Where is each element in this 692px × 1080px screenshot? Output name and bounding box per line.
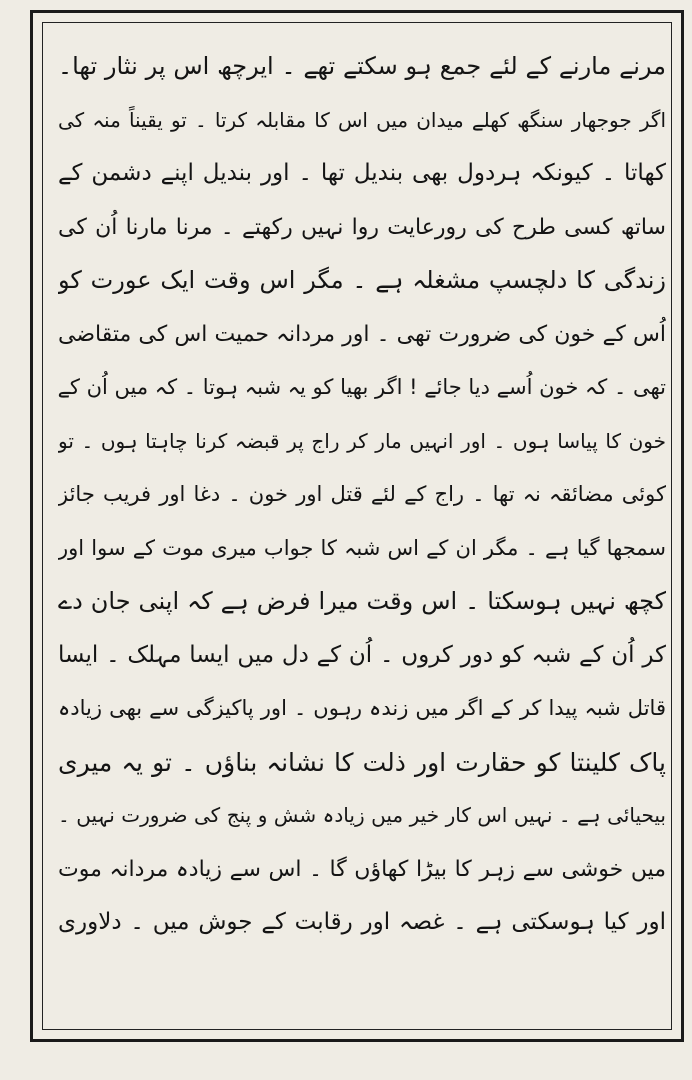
text-line: بیحیائی ہے ۔ نہیں اس کار خیر میں زیادہ شش و پنج کی ضرورت نہیں ۔ xyxy=(58,803,666,827)
text-line: مرنے مارنے کے لئے جمع ہو سکتے تھے ۔ ایرچھ اس پر نثار تھا۔ xyxy=(58,52,666,80)
text-line: کر اُن کے شبہ کو دور کروں ۔ اُن کے دل میں ایسا مہلک ۔ ایسا xyxy=(58,641,666,668)
text-line: کھاتا ۔ کیونکہ ہردول بھی بندیل تھا ۔ اور بندیل اپنے دشمن کے xyxy=(58,160,666,186)
text-line: پاک کلینتا کو حقارت اور ذلت کا نشانہ بناؤں ۔ تو یہ میری xyxy=(58,747,666,777)
text-line: قاتل شبہ پیدا کر کے اگر میں زندہ رہوں ۔ اور پاکیزگی سے بھی زیادہ xyxy=(58,696,666,720)
urdu-text-body xyxy=(58,40,666,1000)
text-line: میں خوشی سے زہر کا بیڑا کھاؤں گا ۔ اس سے زیادہ مردانہ موت xyxy=(58,856,666,882)
text-line: تھی ۔ کہ خون اُسے دیا جائے ! اگر بھیا کو یہ شبہ ہوتا ۔ کہ میں اُن کے xyxy=(58,375,666,399)
text-line: کوئی مضائقہ نہ تھا ۔ راج کے لئے قتل اور خون ۔ دغا اور فریب جائز xyxy=(58,482,666,506)
text-line: سمجھا گیا ہے ۔ مگر ان کے اس شبہ کا جواب میری موت کے سوا اور xyxy=(58,535,666,560)
text-line: اُس کے خون کی ضرورت تھی ۔ اور مردانہ حمیت اس کی متقاضی xyxy=(58,321,666,347)
text-line: اور کیا ہوسکتی ہے ۔ غصہ اور رقابت کے جوش میں ۔ دلاوری xyxy=(58,909,666,935)
text-line: خون کا پیاسا ہوں ۔ اور انہیں مار کر راج پر قبضہ کرنا چاہتا ہوں ۔ تو xyxy=(58,428,666,453)
text-line: زندگی کا دلچسپ مشغلہ ہے ۔ مگر اس وقت ایک عورت کو xyxy=(58,266,666,294)
text-line: اگر جوجھار سنگھ کھلے میدان میں اس کا مقابلہ کرتا ۔ تو یقیناً منہ کی xyxy=(58,107,666,132)
text-line: کچھ نہیں ہوسکتا ۔ اس وقت میرا فرض ہے کہ اپنی جان دے xyxy=(58,587,666,615)
text-line: ساتھ کسی طرح کی رورعایت روا نہیں رکھتے ۔ مرنا مارنا اُن کی xyxy=(58,214,666,240)
